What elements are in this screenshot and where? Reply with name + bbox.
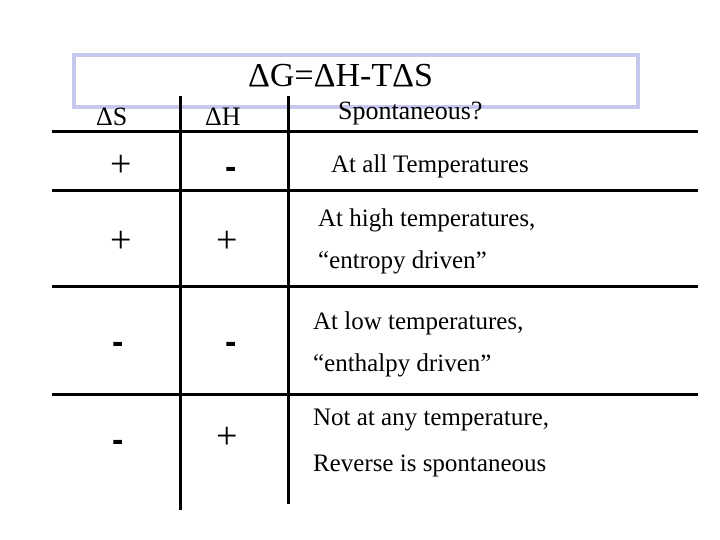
row-2-delta-h: +: [216, 219, 238, 261]
row-rule-1: [52, 189, 698, 192]
row-3-delta-s: -: [112, 323, 124, 361]
row-4-answer-line-2: Reverse is spontaneous: [313, 450, 547, 477]
row-4-answer-line-1: Not at any temperature,: [313, 404, 550, 431]
row-rule-3: [52, 393, 698, 396]
column-divider-2: [287, 96, 290, 504]
header-rule: [52, 130, 698, 133]
column-divider-1: [179, 96, 182, 510]
row-2-delta-s: +: [110, 219, 132, 261]
row-4-answer: [313, 399, 549, 483]
row-1-delta-s: +: [110, 143, 132, 185]
row-1-delta-h: -: [225, 148, 237, 186]
header-delta-s: ΔS: [96, 102, 128, 131]
row-4-delta-s: -: [112, 421, 124, 459]
header-spontaneous: Spontaneous?: [338, 96, 483, 125]
equation-title: ΔG=ΔH-TΔS: [248, 57, 433, 94]
row-3-answer: [313, 303, 523, 383]
row-3-delta-h: -: [225, 323, 237, 361]
header-delta-h: ΔH: [205, 102, 241, 131]
row-2-answer-line-2: “entropy driven”: [318, 247, 487, 274]
row-1-answer-line-1: At all Temperatures: [331, 151, 529, 178]
row-3-answer-line-1: At low temperatures,: [313, 308, 524, 335]
row-4-delta-h: +: [216, 415, 238, 457]
row-rule-2: [52, 285, 698, 288]
row-3-answer-line-2: “enthalpy driven”: [313, 350, 492, 377]
row-1-answer: [331, 146, 529, 184]
row-2-answer-line-1: At high temperatures,: [318, 205, 536, 232]
row-2-answer: [318, 200, 535, 280]
